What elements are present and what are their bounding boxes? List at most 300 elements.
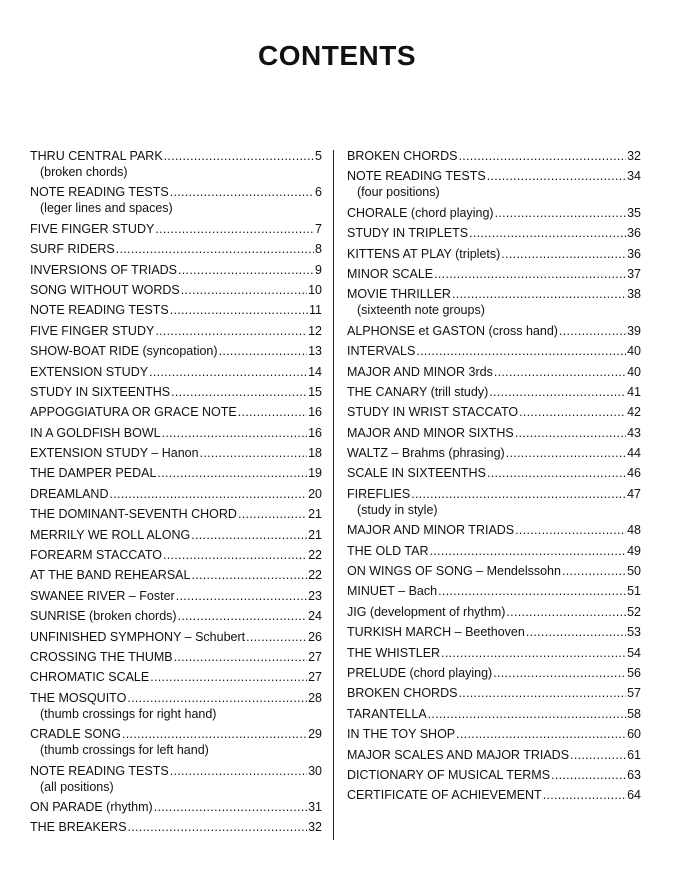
- toc-entry: [347, 465, 641, 481]
- toc-entry-line: [347, 685, 641, 701]
- dot-leader: [438, 583, 626, 599]
- toc-entry-title: DICTIONARY OF MUSICAL TERMS: [347, 767, 551, 782]
- dot-leader: [176, 588, 307, 604]
- toc-entry-line: [347, 747, 641, 763]
- toc-entry-page: 50: [627, 564, 641, 579]
- dot-leader: [493, 665, 626, 681]
- dot-leader: [238, 404, 307, 420]
- toc-entry-page: 26: [308, 629, 322, 644]
- dot-leader: [149, 364, 307, 380]
- toc-entry: [30, 669, 322, 685]
- toc-entry-title: THE DAMPER PEDAL: [30, 466, 157, 481]
- dot-leader: [456, 726, 626, 742]
- dot-leader: [116, 241, 314, 257]
- dot-leader: [191, 567, 307, 583]
- toc-entry: [347, 384, 641, 400]
- dot-leader: [128, 819, 308, 835]
- toc-column-right: [347, 148, 641, 808]
- toc-entry: [347, 685, 641, 701]
- dot-leader: [174, 649, 307, 665]
- toc-entry: [347, 343, 641, 359]
- dot-leader: [246, 629, 307, 645]
- toc-entry-line: [30, 465, 322, 481]
- toc-entry-title: MERRILY WE ROLL ALONG: [30, 527, 191, 542]
- toc-entry-line: [347, 246, 641, 262]
- toc-entry: [347, 425, 641, 441]
- toc-entry-page: 41: [627, 384, 641, 399]
- toc-entry: [347, 364, 641, 380]
- dot-leader: [434, 266, 626, 282]
- toc-entry-page: 64: [627, 788, 641, 803]
- toc-entry-page: 15: [308, 384, 322, 399]
- toc-entry-title: MAJOR AND MINOR 3rds: [347, 364, 493, 379]
- toc-entry-line: [30, 763, 322, 779]
- toc-entry-line: [30, 302, 322, 318]
- dot-leader: [487, 465, 626, 481]
- toc-entry: [347, 563, 641, 579]
- toc-entry: [30, 282, 322, 298]
- toc-entry-page: 18: [308, 446, 322, 461]
- dot-leader: [170, 763, 307, 779]
- toc-entry-page: 63: [627, 767, 641, 782]
- dot-leader: [515, 425, 626, 441]
- dot-leader: [515, 522, 626, 538]
- dot-leader: [428, 706, 626, 722]
- toc-entry-title: WALTZ – Brahms (phrasing): [347, 446, 505, 461]
- dot-leader: [494, 364, 626, 380]
- toc-entry-line: [347, 486, 641, 502]
- toc-entry-title: THE OLD TAR: [347, 543, 429, 558]
- toc-entry-title: CROSSING THE THUMB: [30, 649, 173, 664]
- toc-entry: [30, 608, 322, 624]
- dot-leader: [154, 799, 307, 815]
- toc-entry-page: 32: [627, 149, 641, 163]
- toc-entry-title: STUDY IN WRIST STACCATO: [347, 405, 519, 420]
- toc-entry-line: [347, 168, 641, 184]
- toc-entry-page: 24: [308, 609, 322, 624]
- toc-entry: [30, 404, 322, 420]
- toc-entry-page: 28: [308, 690, 322, 705]
- toc-entry-title: SUNRISE (broken chords): [30, 609, 177, 624]
- toc-entry: [347, 543, 641, 559]
- toc-entry-line: [30, 799, 322, 815]
- toc-entry-line: [30, 148, 322, 164]
- toc-entry-title: NOTE READING TESTS: [347, 169, 486, 184]
- toc-entry-title: BROKEN CHORDS: [347, 686, 458, 701]
- toc-entry-title: THRU CENTRAL PARK: [30, 149, 163, 163]
- toc-entry: [347, 404, 641, 420]
- toc-entry-line: [30, 184, 322, 200]
- toc-entry-subtitle: (four positions): [357, 185, 440, 200]
- toc-entry: [347, 726, 641, 742]
- toc-entry-title: SCALE IN SIXTEENTHS: [347, 466, 486, 481]
- toc-entry: [347, 706, 641, 722]
- toc-entry-title: IN THE TOY SHOP: [347, 727, 456, 742]
- toc-entry-page: 9: [315, 262, 322, 277]
- toc-entry: [30, 588, 322, 604]
- toc-entry-line: [347, 425, 641, 441]
- dot-leader: [178, 262, 314, 278]
- toc-entry-title: SHOW-BOAT RIDE (syncopation): [30, 344, 218, 359]
- toc-entry-line: [30, 527, 322, 543]
- toc-entry: [347, 486, 641, 518]
- toc-entry-page: 40: [627, 364, 641, 379]
- dot-leader: [181, 282, 307, 298]
- dot-leader: [178, 608, 308, 624]
- toc-entry-page: 31: [308, 799, 322, 814]
- toc-entry-page: 38: [627, 287, 641, 302]
- dot-leader: [526, 624, 626, 640]
- toc-entry-title: MAJOR AND MINOR SIXTHS: [347, 425, 514, 440]
- toc-entry-line: [30, 629, 322, 645]
- toc-entry: [30, 445, 322, 461]
- toc-entry: [347, 604, 641, 620]
- toc-entry: [347, 225, 641, 241]
- toc-entry-line: [347, 445, 641, 461]
- toc-entry-line: [30, 384, 322, 400]
- toc-entry-title: STUDY IN SIXTEENTHS: [30, 384, 171, 399]
- toc-entry-title: THE WHISTLER: [347, 645, 441, 660]
- toc-entry-title: CRADLE SONG: [30, 727, 121, 742]
- toc-entry-title: INTERVALS: [347, 344, 416, 359]
- toc-entry-line: [30, 819, 322, 835]
- toc-entry-page: 49: [627, 543, 641, 558]
- toc-entry-title: STUDY IN TRIPLETS: [347, 226, 469, 241]
- toc-entry: [347, 205, 641, 221]
- toc-entry-line: [347, 706, 641, 722]
- toc-entry-line: [347, 148, 641, 164]
- toc-entry-subtitle: (broken chords): [40, 165, 128, 179]
- toc-entry-page: 29: [308, 727, 322, 742]
- toc-entry: [30, 819, 322, 835]
- toc-entry-title: MAJOR SCALES AND MAJOR TRIADS: [347, 747, 570, 762]
- toc-entry-page: 60: [627, 727, 641, 742]
- toc-entry-page: 5: [315, 149, 322, 163]
- toc-entry-line: [347, 343, 641, 359]
- toc-entry-line: [347, 404, 641, 420]
- toc-entry: [347, 286, 641, 318]
- toc-entry-page: 56: [627, 665, 641, 680]
- dot-leader: [122, 726, 307, 742]
- dot-leader: [411, 486, 626, 502]
- toc-entry: [30, 302, 322, 318]
- toc-entry: [347, 323, 641, 339]
- toc-entry-line: [347, 563, 641, 579]
- toc-entry-page: 43: [627, 425, 641, 440]
- toc-entry-page: 48: [627, 523, 641, 538]
- toc-entry: [347, 767, 641, 783]
- toc-entry: [30, 425, 322, 441]
- toc-entry: [30, 527, 322, 543]
- dot-leader: [458, 685, 626, 701]
- toc-entry-line: [30, 425, 322, 441]
- toc-entry: [30, 184, 322, 216]
- toc-entry-page: 61: [627, 747, 641, 762]
- toc-entry-title: PRELUDE (chord playing): [347, 665, 493, 680]
- dot-leader: [570, 747, 626, 763]
- toc-entry-page: 16: [308, 405, 322, 420]
- toc-entry: [30, 506, 322, 522]
- dot-leader: [163, 547, 307, 563]
- dot-leader: [495, 205, 627, 221]
- toc-entry-line: [30, 669, 322, 685]
- toc-entry-title: THE BREAKERS: [30, 820, 127, 835]
- toc-entry-title: FIVE FINGER STUDY: [30, 221, 155, 236]
- toc-entry-title: ALPHONSE et GASTON (cross hand): [347, 323, 558, 338]
- page-title: CONTENTS: [258, 40, 416, 71]
- toc-entry-subtitle: (thumb crossings for right hand): [40, 706, 217, 721]
- toc-entry-title: CHORALE (chord playing): [347, 205, 494, 220]
- toc-entry-title: FOREARM STACCATO: [30, 548, 162, 563]
- toc-entry: [347, 747, 641, 763]
- dot-leader: [506, 445, 626, 461]
- toc-entry-line: [30, 506, 322, 522]
- toc-entry-line: [347, 286, 641, 302]
- toc-entry-line: [30, 262, 322, 278]
- dot-leader: [469, 225, 626, 241]
- dot-leader: [155, 323, 307, 339]
- toc-entry-title: THE DOMINANT-SEVENTH CHORD: [30, 507, 237, 522]
- dot-leader: [200, 445, 308, 461]
- toc-entry: [347, 266, 641, 282]
- toc-entry: [30, 221, 322, 237]
- toc-entry-line: [30, 221, 322, 237]
- toc-entry-page: 54: [627, 645, 641, 660]
- dot-leader: [441, 645, 626, 661]
- toc-entry-title: THE CANARY (trill study): [347, 384, 489, 399]
- toc-entry-subtitle: (thumb crossings for left hand): [40, 743, 209, 758]
- toc-entry-line: [30, 404, 322, 420]
- toc-entry-page: 44: [627, 446, 641, 461]
- toc-entry-title: FIVE FINGER STUDY: [30, 323, 155, 338]
- dot-leader: [452, 286, 626, 302]
- toc-entry-title: UNFINISHED SYMPHONY – Schubert: [30, 629, 246, 644]
- toc-entry-line: [347, 583, 641, 599]
- toc-entry-page: 16: [308, 425, 322, 440]
- toc-entry-subtitle: (study in style): [357, 502, 438, 517]
- toc-entry-page: 34: [627, 169, 641, 184]
- toc-entry-page: 22: [308, 568, 322, 583]
- toc-entry: [30, 148, 322, 180]
- toc-entry-page: 58: [627, 706, 641, 721]
- toc-entry-line: [30, 690, 322, 706]
- dot-leader: [458, 148, 626, 164]
- dot-leader: [157, 465, 307, 481]
- toc-entry-line: [30, 486, 322, 502]
- toc-entry-title: TURKISH MARCH – Beethoven: [347, 625, 525, 640]
- toc-entry-title: NOTE READING TESTS: [30, 185, 169, 200]
- dot-leader: [170, 184, 314, 200]
- toc-entry-title: SURF RIDERS: [30, 242, 115, 257]
- toc-entry: [347, 787, 641, 803]
- dot-leader: [238, 506, 307, 522]
- toc-entry-title: ON PARADE (rhythm): [30, 799, 153, 814]
- toc-entry-line: [347, 225, 641, 241]
- toc-entry-line: [30, 608, 322, 624]
- toc-entry-line: [30, 649, 322, 665]
- toc-entry-page: 42: [627, 405, 641, 420]
- dot-leader: [501, 246, 626, 262]
- toc-entry-page: 47: [627, 486, 641, 501]
- toc-entry-line: [30, 343, 322, 359]
- toc-entry-line: [347, 726, 641, 742]
- dot-leader: [559, 323, 626, 339]
- dot-leader: [543, 787, 626, 803]
- toc-entry-title: NOTE READING TESTS: [30, 303, 169, 318]
- toc-entry-line: [30, 547, 322, 563]
- toc-entry: [30, 465, 322, 481]
- dot-leader: [551, 767, 626, 783]
- toc-entry-title: APPOGGIATURA OR GRACE NOTE: [30, 405, 237, 420]
- toc-entry: [30, 690, 322, 722]
- dot-leader: [506, 604, 626, 620]
- toc-entry-page: 53: [627, 625, 641, 640]
- toc-entry-line: [347, 465, 641, 481]
- toc-entry-line: [30, 588, 322, 604]
- toc-entry-line: [347, 323, 641, 339]
- dot-leader: [430, 543, 627, 559]
- toc-entry-title: MAJOR AND MINOR TRIADS: [347, 523, 515, 538]
- toc-entry-line: [347, 384, 641, 400]
- toc-entry-title: MINOR SCALE: [347, 266, 434, 281]
- toc-entry-page: 7: [315, 221, 322, 236]
- toc-entry-line: [347, 364, 641, 380]
- toc-entry: [30, 567, 322, 583]
- dot-leader: [219, 343, 308, 359]
- toc-entry: [30, 486, 322, 502]
- toc-entry: [30, 547, 322, 563]
- toc-entry-page: 19: [308, 466, 322, 481]
- toc-entry-title: EXTENSION STUDY – Hanon: [30, 446, 199, 461]
- toc-entry: [347, 665, 641, 681]
- toc-entry-title: THE MOSQUITO: [30, 690, 127, 705]
- dot-leader: [519, 404, 626, 420]
- toc-entry-page: 27: [308, 670, 322, 685]
- toc-entry-page: 36: [627, 226, 641, 241]
- toc-entry-title: TARANTELLA: [347, 706, 427, 721]
- toc-entry-page: 20: [308, 486, 322, 501]
- dot-leader: [164, 148, 314, 164]
- toc-entry-line: [347, 543, 641, 559]
- toc-entry: [30, 241, 322, 257]
- dot-leader: [416, 343, 626, 359]
- toc-entry: [30, 763, 322, 795]
- dot-leader: [489, 384, 626, 400]
- toc-entry: [347, 445, 641, 461]
- toc-entry-page: 10: [308, 282, 322, 297]
- toc-entry-title: SWANEE RIVER – Foster: [30, 588, 175, 603]
- toc-entry: [30, 649, 322, 665]
- dot-leader: [162, 425, 308, 441]
- dot-leader: [171, 384, 307, 400]
- toc-entry-title: MINUET – Bach: [347, 584, 438, 599]
- toc-entry-line: [347, 787, 641, 803]
- toc-entry-line: [347, 522, 641, 538]
- toc-entry-title: SONG WITHOUT WORDS: [30, 282, 180, 297]
- toc-entry-page: 23: [308, 588, 322, 603]
- toc-entry: [30, 726, 322, 758]
- toc-entry: [30, 384, 322, 400]
- toc-entry: [347, 148, 641, 164]
- toc-entry-subtitle: (all positions): [40, 779, 114, 794]
- toc-column-left: [30, 148, 322, 840]
- toc-entry-line: [30, 241, 322, 257]
- toc-entry-line: [347, 665, 641, 681]
- toc-entry-title: INVERSIONS OF TRIADS: [30, 262, 178, 277]
- dot-leader: [170, 302, 308, 318]
- dot-leader: [487, 168, 626, 184]
- toc-entry-page: 12: [308, 323, 322, 338]
- toc-entry-title: KITTENS AT PLAY (triplets): [347, 246, 501, 261]
- toc-entry-line: [347, 645, 641, 661]
- column-divider: [333, 150, 334, 840]
- dot-leader: [110, 486, 308, 502]
- toc-entry-line: [30, 364, 322, 380]
- toc-entry-page: 22: [308, 548, 322, 563]
- toc-entry-line: [347, 767, 641, 783]
- toc-entry-page: 52: [627, 604, 641, 619]
- toc-entry-page: 11: [309, 303, 322, 318]
- toc-entry-title: ON WINGS OF SONG – Mendelssohn: [347, 564, 561, 579]
- toc-entry-line: [30, 282, 322, 298]
- toc-entry-page: 40: [627, 344, 641, 359]
- toc-entry-page: 21: [308, 527, 322, 542]
- dot-leader: [191, 527, 307, 543]
- toc-entry-title: DREAMLAND: [30, 486, 109, 501]
- toc-entry-line: [347, 205, 641, 221]
- toc-entry: [347, 168, 641, 200]
- toc-entry-title: FIREFLIES: [347, 486, 411, 501]
- toc-entry-title: EXTENSION STUDY: [30, 364, 149, 379]
- toc-entry-page: 35: [627, 205, 641, 220]
- toc-entry: [30, 364, 322, 380]
- toc-entry-title: AT THE BAND REHEARSAL: [30, 568, 191, 583]
- toc-entry-line: [30, 726, 322, 742]
- toc-entry-page: 6: [315, 185, 322, 200]
- toc-entry: [347, 522, 641, 538]
- toc-entry-page: 21: [308, 507, 322, 522]
- toc-entry-title: IN A GOLDFISH BOWL: [30, 425, 161, 440]
- toc-entry: [30, 799, 322, 815]
- toc-entry-title: NOTE READING TESTS: [30, 763, 169, 778]
- toc-entry-title: JIG (development of rhythm): [347, 604, 506, 619]
- toc-entry-page: 14: [308, 364, 322, 379]
- toc-entry-line: [30, 567, 322, 583]
- toc-entry-subtitle: (sixteenth note groups): [357, 303, 485, 318]
- dot-leader: [150, 669, 307, 685]
- dot-leader: [127, 690, 307, 706]
- toc-entry-page: 27: [308, 649, 322, 664]
- toc-entry-line: [30, 445, 322, 461]
- toc-entry-page: 8: [315, 242, 322, 257]
- toc-entry-title: MOVIE THRILLER: [347, 287, 451, 302]
- toc-entry-line: [347, 266, 641, 282]
- toc-entry-page: 37: [627, 266, 641, 281]
- toc-entry-page: 36: [627, 246, 641, 261]
- toc-entry-page: 39: [627, 323, 641, 338]
- dot-leader: [562, 563, 626, 579]
- toc-entry: [347, 624, 641, 640]
- toc-entry: [30, 323, 322, 339]
- toc-entry-title: BROKEN CHORDS: [347, 149, 458, 163]
- toc-entry-page: 32: [308, 820, 322, 835]
- toc-entry: [347, 583, 641, 599]
- toc-entry-line: [347, 604, 641, 620]
- toc-entry: [347, 246, 641, 262]
- toc-entry-page: 13: [308, 344, 322, 359]
- toc-entry-page: 51: [627, 584, 641, 599]
- toc-entry-line: [347, 624, 641, 640]
